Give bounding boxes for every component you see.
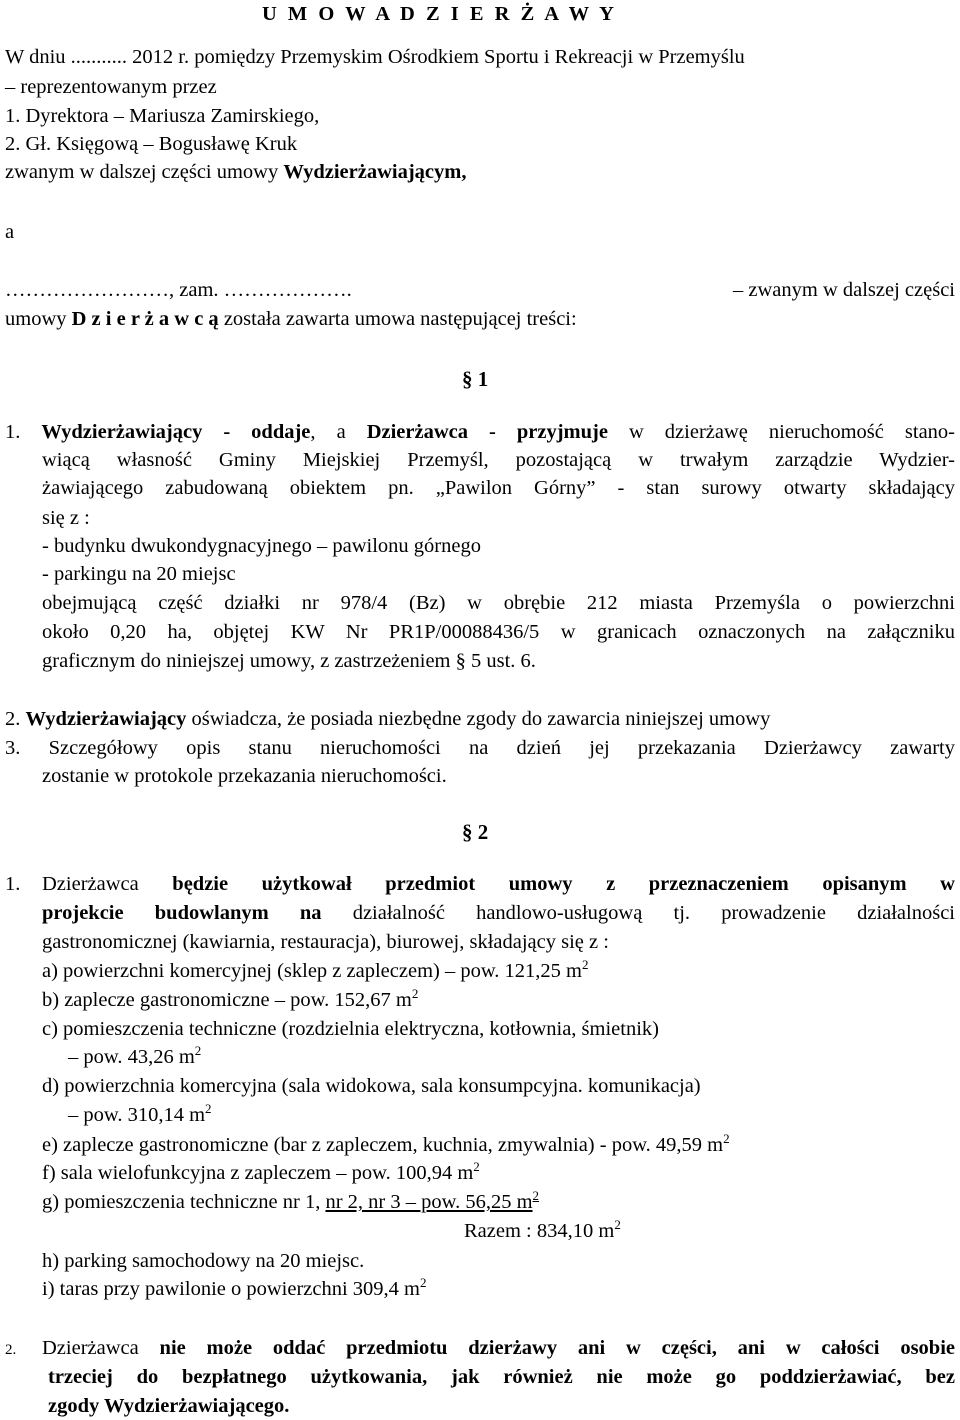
s2-p1-line-2 <box>42 901 955 925</box>
intro-line-4: 2. Gł. Księgową – Bogusławę Kruk <box>5 133 298 155</box>
underlined-text: nr 2, nr 3 – pow. 56,25 m <box>325 1191 533 1213</box>
list-item-c: c) pomieszczenia techniczne (rozdzielnia elektryczna, kotłownia, śmietnik) <box>42 1018 659 1040</box>
list-item-c-area <box>68 1045 201 1069</box>
s1-p1-line-3: żawiającego zabudowaną obiektem pn. „Pawilon Górny” - stan surowy otwarty składający <box>42 477 955 499</box>
intro-line-3: 1. Dyrektora – Mariusza Zamirskiego, <box>5 105 320 127</box>
section-2-heading: § 2 <box>462 820 489 844</box>
section-1-heading: § 1 <box>462 367 489 391</box>
party-name-lessee: D z i e r ż a w c ą <box>71 308 219 330</box>
intro-line-5 <box>5 160 466 184</box>
s2-p1-line-3: gastronomicznej (kawiarnia, restauracja), biurowej, składający się z : <box>42 931 609 953</box>
intro-text: umowy <box>5 308 72 330</box>
bold-text: Wydzierżawiający - oddaje <box>41 421 311 443</box>
list-number: 1. <box>5 873 21 895</box>
list-item-d-area <box>68 1103 212 1127</box>
superscript: 2 <box>532 1188 540 1203</box>
intro-text: – zwanym w dalszej części <box>733 279 955 301</box>
s2-p2-line-3: zgody Wydzierżawiającego. <box>48 1395 290 1417</box>
intro-conjunction: a <box>5 221 15 243</box>
list-number: 2. <box>5 708 26 730</box>
item-text: g) pomieszczenia techniczne nr 1, <box>42 1191 326 1213</box>
intro-line-2: – reprezentowanym przez <box>5 76 217 98</box>
superscript: 2 <box>614 1217 621 1232</box>
list-item-b <box>42 988 418 1012</box>
body-text: w dzierżawę nieruchomość stano- <box>607 421 956 443</box>
list-item-i <box>42 1277 427 1301</box>
s2-p2-line-2: trzeciej do bezpłatnego użytkowania, jak również nie może go poddzierżawiać, bez <box>48 1366 955 1388</box>
s1-p1-line-5: - budynku dwukondygnacyjnego – pawilonu górnego <box>42 535 481 557</box>
bold-text: Dzierżawca - przyjmuje <box>366 421 608 443</box>
list-item-a <box>42 959 589 983</box>
s2-p2-line-1 <box>42 1336 955 1360</box>
s1-p1-line-7: obejmującą część działki nr 978/4 (Bz) w obrębie 212 miasta Przemyśla o powierzchni <box>42 592 955 614</box>
item-text: a) powierzchni komercyjnej (sklep z zapleczem) – pow. 121,25 m <box>42 960 583 982</box>
s1-p1-line-2: wiącą własność Gminy Miejskiej Przemyśl, pozostającą w trwałym zarządzie Wydzier- <box>42 449 955 471</box>
list-item-e <box>42 1133 730 1157</box>
superscript: 2 <box>723 1131 730 1146</box>
superscript: 2 <box>473 1159 480 1174</box>
bold-text: projekcie budowlanym na <box>42 902 322 924</box>
s1-p3-line-1: 3. Szczegółowy opis stanu nieruchomości na dzień jej przekazania Dzierżawcy zawarty <box>5 737 955 759</box>
item-text: e) zaplecze gastronomiczne (bar z zapleczem, kuchnia, zmywalnia) - pow. 49,59 m <box>42 1134 724 1156</box>
s2-p1-line-1 <box>42 872 955 896</box>
intro-line-6 <box>5 278 955 302</box>
party-name-lessor: Wydzierżawiającym, <box>283 161 467 183</box>
superscript: 2 <box>420 1275 427 1290</box>
intro-text: została zawarta umowa następującej treści: <box>218 308 577 330</box>
list-item-g <box>42 1190 539 1214</box>
item-text: b) zaplecze gastronomiczne – pow. 152,67 m <box>42 989 412 1011</box>
placeholder-dots: ……………………, zam. ………………. <box>5 279 352 301</box>
bold-text: Wydzierżawiający <box>25 708 187 730</box>
body-text: oświadcza, że posiada niezbędne zgody do zawarcia niniejszej umowy <box>186 708 771 730</box>
item-text: i) taras przy pawilonie o powierzchni 309,4 m <box>42 1278 420 1300</box>
item-text: f) sala wielofunkcyjna z zapleczem – pow. 100,94 m <box>42 1162 474 1184</box>
s1-p1-line-6: - parkingu na 20 miejsc <box>42 563 236 585</box>
body-text: działalność handlowo-usługową tj. prowadzenie działalności <box>321 902 955 924</box>
body-text: Dzierżawca <box>42 1337 160 1359</box>
intro-line-7 <box>5 307 577 331</box>
item-text: – pow. 43,26 m <box>68 1046 195 1068</box>
s1-p1-line-8: około 0,20 ha, objętej KW Nr PR1P/00088436/5 w granicach oznaczonych na załączniku <box>42 621 955 643</box>
s1-p3-line-2: zostanie w protokole przekazania nieruchomości. <box>42 765 447 787</box>
document-title: U M O W A D Z I E R Ż A W Y <box>262 3 617 25</box>
area-total <box>464 1219 621 1243</box>
list-item-h: h) parking samochodowy na 20 miejsc. <box>42 1250 365 1272</box>
superscript: 2 <box>194 1043 202 1058</box>
body-text: Dzierżawca <box>42 873 173 895</box>
intro-text: zwanym w dalszej części umowy <box>5 161 284 183</box>
list-item-d: d) powierzchnia komercyjna (sala widokowa, sala konsumpcyjna. komunikacja) <box>42 1075 701 1097</box>
intro-line-1: W dniu ........... 2012 r. pomiędzy Przemyskim Ośrodkiem Sportu i Rekreacji w Przemyślu <box>5 46 745 68</box>
s1-p1-line-4: się z : <box>42 507 90 529</box>
superscript: 2 <box>582 957 589 972</box>
bold-text: będzie użytkował przedmiot umowy z przeznaczeniem opisanym w <box>172 873 955 895</box>
s1-p1-line-1 <box>5 420 955 444</box>
superscript: 2 <box>411 986 419 1001</box>
s1-p1-line-9: graficznym do niniejszej umowy, z zastrzeżeniem § 5 ust. 6. <box>42 650 536 672</box>
superscript: 2 <box>205 1101 212 1116</box>
list-item-f <box>42 1161 480 1185</box>
body-text: , a <box>310 421 367 443</box>
list-number: 2. <box>5 1342 17 1358</box>
bold-text: nie może oddać przedmiotu dzierżawy ani w części, ani w całości osobie <box>159 1337 955 1359</box>
total-text: Razem : 834,10 m <box>464 1220 615 1242</box>
s1-p2 <box>5 707 770 731</box>
item-text: – pow. 310,14 m <box>68 1104 206 1126</box>
list-number: 1. <box>5 421 42 443</box>
